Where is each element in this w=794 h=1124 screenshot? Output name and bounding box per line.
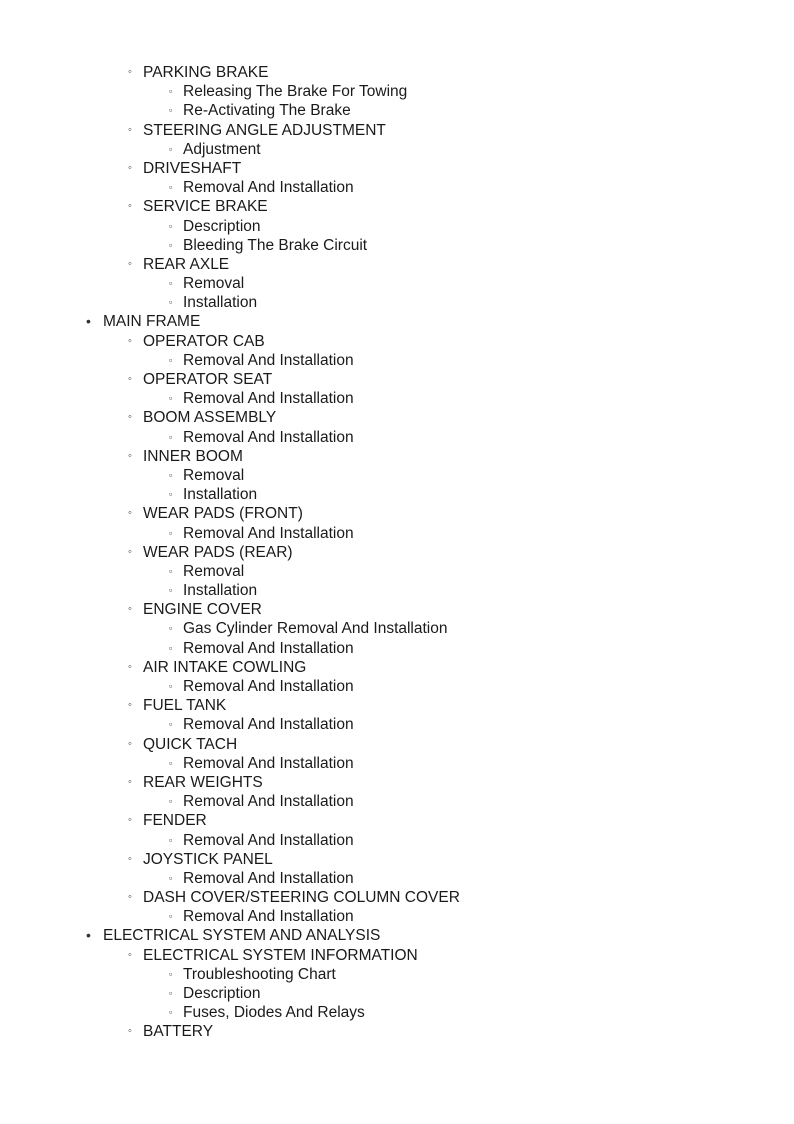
bullet-icon: ▫ [169,489,173,500]
bullet-icon: ◦ [128,161,132,174]
bullet-icon: ◦ [128,334,132,347]
toc-item-label: Removal [183,275,245,293]
bullet-icon: ▫ [169,297,173,308]
toc-topic-item [0,428,794,447]
toc-topic-item [0,581,794,600]
bullet-icon: ◦ [128,449,132,462]
bullet-icon: ▫ [169,988,173,998]
bullet-icon: ▫ [169,585,173,596]
toc-item-label: WEAR PADS (REAR) [143,543,293,561]
toc-item-label: BATTERY [143,1023,214,1041]
table-of-contents [0,63,794,1042]
toc-topic-item [0,715,794,734]
bullet-icon: ▫ [169,393,173,404]
toc-item-label: REAR WEIGHTS [143,773,263,791]
toc-topic-item [0,140,794,159]
toc-item-label: Bleeding The Brake Circuit [183,236,368,254]
bullet-icon: ◦ [128,123,132,136]
bullet-icon: ◦ [128,507,132,520]
toc-topic-item [0,869,794,888]
bullet-icon: ◦ [128,257,132,270]
toc-item-label: ENGINE COVER [143,601,262,619]
toc-subsection-item [0,332,794,351]
toc-topic-item [0,178,794,197]
toc-item-label: Removal And Installation [183,428,354,446]
toc-topic-item [0,101,794,120]
bullet-icon: ◦ [128,775,132,788]
toc-item-label: FUEL TANK [143,697,227,715]
toc-item-label: Removal And Installation [183,908,354,926]
bullet-icon: ▫ [169,220,173,231]
toc-item-label: OPERATOR SEAT [143,371,273,388]
toc-topic-item [0,984,794,1003]
bullet-icon: ▫ [169,757,173,768]
bullet-icon: ▫ [169,278,173,289]
toc-topic-item [0,639,794,658]
bullet-icon: ▫ [169,469,173,480]
toc-subsection-item [0,735,794,754]
toc-item-label: MAIN FRAME [103,313,201,331]
toc-topic-item [0,677,794,696]
bullet-icon: ◦ [128,603,132,616]
toc-topic-item [0,792,794,811]
toc-topic-item [0,351,794,370]
bullet-icon: ▫ [169,642,173,653]
toc-item-label: JOYSTICK PANEL [143,850,273,868]
toc-item-label: INNER BOOM [143,447,243,465]
toc-item-label: Installation [183,582,258,600]
toc-subsection-item [0,504,794,523]
toc-topic-item [0,82,794,101]
toc-subsection-item [0,946,794,965]
toc-topic-item [0,831,794,850]
bullet-icon: ◦ [128,948,132,961]
bullet-icon: ▫ [169,105,173,116]
toc-item-label: Removal [183,466,245,484]
bullet-icon: ▫ [169,623,173,634]
bullet-icon: ▫ [169,872,173,883]
toc-topic-item [0,619,794,638]
toc-topic-item [0,236,794,255]
toc-item-label: ELECTRICAL SYSTEM INFORMATION [143,946,418,964]
toc-topic-item [0,965,794,984]
toc-item-label: Removal And Installation [183,831,354,849]
toc-subsection-item [0,773,794,792]
toc-item-label: Gas Cylinder Removal And Installation [183,620,448,638]
bullet-icon: • [86,927,91,944]
toc-item-label: Description [183,217,261,235]
toc-subsection-item [0,255,794,274]
toc-item-label: BOOM ASSEMBLY [143,409,277,427]
toc-topic-item [0,274,794,293]
bullet-icon: ▫ [169,911,173,922]
toc-item-label: Re-Activating The Brake [183,102,351,120]
toc-item-label: REAR AXLE [143,255,230,273]
toc-item-label: SERVICE BRAKE [143,198,268,216]
toc-item-label: Removal And Installation [183,754,354,772]
bullet-icon: ▫ [169,1007,173,1018]
toc-subsection-item [0,658,794,677]
bullet-icon: ▫ [169,431,173,442]
toc-subsection-item [0,888,794,907]
bullet-icon: ◦ [128,1025,132,1038]
toc-section-item [0,312,794,331]
toc-item-label: Removal And Installation [183,793,354,811]
toc-topic-item [0,562,794,581]
toc-subsection-item [0,600,794,619]
bullet-icon: ▫ [169,968,173,979]
toc-topic-item [0,485,794,504]
toc-item-label: QUICK TACH [143,735,238,753]
bullet-icon: ▫ [169,527,173,538]
bullet-icon: ▫ [169,182,173,193]
toc-topic-item [0,754,794,773]
bullet-icon: ◦ [128,411,132,424]
toc-topic-item [0,217,794,236]
toc-item-label: AIR INTAKE COWLING [143,658,307,676]
bullet-icon: ▫ [169,239,173,250]
bullet-icon: ▫ [169,796,173,807]
bullet-icon: ▫ [169,565,173,576]
bullet-icon: ◦ [128,699,132,712]
toc-subsection-item [0,1022,794,1041]
bullet-icon: ◦ [128,891,132,904]
toc-subsection-item [0,63,794,82]
bullet-icon: • [86,313,91,330]
toc-item-label: Removal And Installation [183,179,354,197]
toc-item-label: Removal And Installation [183,390,354,408]
toc-item-label: Installation [183,294,258,312]
toc-topic-item [0,389,794,408]
toc-topic-item [0,466,794,485]
toc-item-label: Removal And Installation [183,639,354,657]
bullet-icon: ▫ [169,143,173,154]
bullet-icon: ◦ [128,814,132,827]
bullet-icon: ▫ [169,719,173,730]
toc-item-label: Installation [183,486,258,504]
bullet-icon: ◦ [128,66,132,78]
toc-item-label: WEAR PADS (FRONT) [143,505,303,523]
toc-item-label: OPERATOR CAB [143,332,265,350]
toc-item-label: ELECTRICAL SYSTEM AND ANALYSIS [103,927,381,945]
toc-item-label: PARKING BRAKE [143,64,269,81]
bullet-icon: ◦ [128,737,132,750]
toc-item-label: STEERING ANGLE ADJUSTMENT [143,121,386,139]
toc-item-label: Removal [183,562,245,580]
toc-topic-item [0,293,794,312]
toc-topic-item [0,524,794,543]
toc-subsection-item [0,408,794,427]
bullet-icon: ▫ [169,681,173,691]
bullet-icon: ◦ [128,545,132,558]
bullet-icon: ▫ [169,834,173,845]
toc-topic-item [0,907,794,926]
toc-subsection-item [0,159,794,178]
toc-subsection-item [0,121,794,140]
bullet-icon: ▫ [169,354,173,365]
toc-item-label: Description [183,985,261,1002]
toc-subsection-item [0,447,794,466]
toc-item-label: DRIVESHAFT [143,159,242,177]
bullet-icon: ▫ [169,86,173,97]
toc-topic-item [0,1003,794,1022]
toc-item-label: Removal And Installation [183,524,354,542]
toc-subsection-item [0,543,794,562]
bullet-icon: ◦ [128,852,132,865]
toc-item-label: Removal And Installation [183,351,354,369]
toc-item-label: Fuses, Diodes And Relays [183,1004,365,1022]
bullet-icon: ◦ [128,373,132,385]
toc-item-label: FENDER [143,812,207,830]
bullet-icon: ◦ [128,660,132,673]
toc-subsection-item [0,370,794,389]
toc-subsection-item [0,696,794,715]
toc-item-label: Removal And Installation [183,716,354,734]
toc-section-item [0,926,794,945]
toc-subsection-item [0,850,794,869]
toc-item-label: Removal And Installation [183,678,354,695]
toc-subsection-item [0,197,794,216]
toc-item-label: Removal And Installation [183,869,354,887]
toc-subsection-item [0,811,794,830]
toc-item-label: Troubleshooting Chart [183,965,336,983]
bullet-icon: ◦ [128,200,132,213]
toc-item-label: Adjustment [183,140,261,158]
toc-item-label: Releasing The Brake For Towing [183,83,408,101]
toc-item-label: DASH COVER/STEERING COLUMN COVER [143,889,460,907]
